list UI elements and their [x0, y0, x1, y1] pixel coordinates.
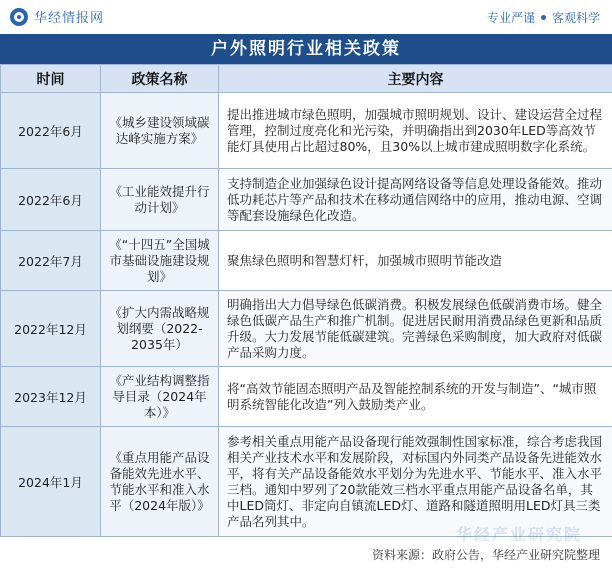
row-time: 2024年1月	[1, 427, 101, 537]
row-policy-name: 《工业能效提升行动计划》	[101, 169, 219, 231]
logo	[10, 7, 104, 26]
table-row	[1, 291, 612, 367]
row-policy-name: 《城乡建设领域碳达峰实施方案》	[101, 93, 219, 169]
logo-icon	[10, 8, 28, 26]
row-time: 2023年12月	[1, 367, 101, 427]
row-policy-name: 《扩大内需战略规划纲要（2022-2035年）	[101, 291, 219, 367]
watermark: 华经产业研究院	[455, 525, 582, 544]
column-header-name: 政策名称	[101, 65, 219, 93]
row-content: 支持制造企业加强绿色设计提高网络设备等信息处理设备能效。推动低功耗芯片等产品和技术在移动通信网络中的应用，推动电源、空调等配套设施绿色化改造。	[219, 169, 612, 231]
logo-text: 华经情报网	[34, 11, 105, 26]
row-content: 聚焦绿色照明和智慧灯杆，加强城市照明节能改造	[219, 231, 612, 291]
row-time: 2022年6月	[1, 169, 101, 231]
page-title: 户外照明行业相关政策	[0, 34, 612, 64]
row-content: 提出推进城市绿色照明，加强城市照明规划、设计、建设运营全过程管理，控制过度亮化和光污染，并明确指出到2030年LED等高效节能灯具使用占比超过80%，且30%以上城市建成照明数字化系统。	[219, 93, 612, 169]
column-header-time: 时间	[1, 65, 101, 93]
table-row	[1, 93, 612, 169]
row-content: 将“高效节能固态照明产品及智能控制系统的开发与制造”、“城市照明系统智能化改造”列入鼓励类产业。	[219, 367, 612, 427]
row-content: 明确指出大力倡导绿色低碳消费。积极发展绿色低碳消费市场。健全绿色低碳产品生产和推广机制。促进居民耐用消费品绿色更新和品质升级。大力发展节能低碳建筑。完善绿色采购制度，加大政府对低碳产品采购力度。	[219, 291, 612, 367]
table-row	[1, 169, 612, 231]
column-header-content: 主要内容	[219, 65, 612, 93]
source-note: 资料来源：政府公告，华经产业研究院整理	[371, 548, 600, 562]
top-bar	[0, 0, 612, 34]
row-content: 参考相关重点用能产品设备现行能效强制性国家标准，综合考虑我国相关产业技术水平和发展阶段，对标国内外同类产品设备先进能效水平，将有关产品设备能效水平划分为先进水平、节能水平、准入水平三档。通知中罗列了20款能效三档水平重点用能产品设备名单，其中LED筒灯、非定向自镇流LED灯、道路和隧道照明用LED灯具三类产品名列其中。	[219, 427, 612, 537]
row-time: 2022年6月	[1, 93, 101, 169]
table-row	[1, 367, 612, 427]
dot-icon	[541, 15, 546, 20]
row-policy-name: 《产业结构调整指导目录（2024年本）》	[101, 367, 219, 427]
slogan	[487, 9, 600, 26]
row-time: 2022年7月	[1, 231, 101, 291]
table-row	[1, 231, 612, 291]
policy-table	[0, 64, 612, 537]
table-header-row	[1, 65, 612, 93]
slogan-right: 客观科学	[551, 11, 600, 25]
row-policy-name: 《重点用能产品设备能效先进水平、节能水平和准入水平（2024年版）》	[101, 427, 219, 537]
row-time: 2022年12月	[1, 291, 101, 367]
row-policy-name: 《“十四五”全国城市基础设施建设规划》	[101, 231, 219, 291]
table-row	[1, 427, 612, 537]
slogan-left: 专业严谨	[486, 11, 535, 25]
